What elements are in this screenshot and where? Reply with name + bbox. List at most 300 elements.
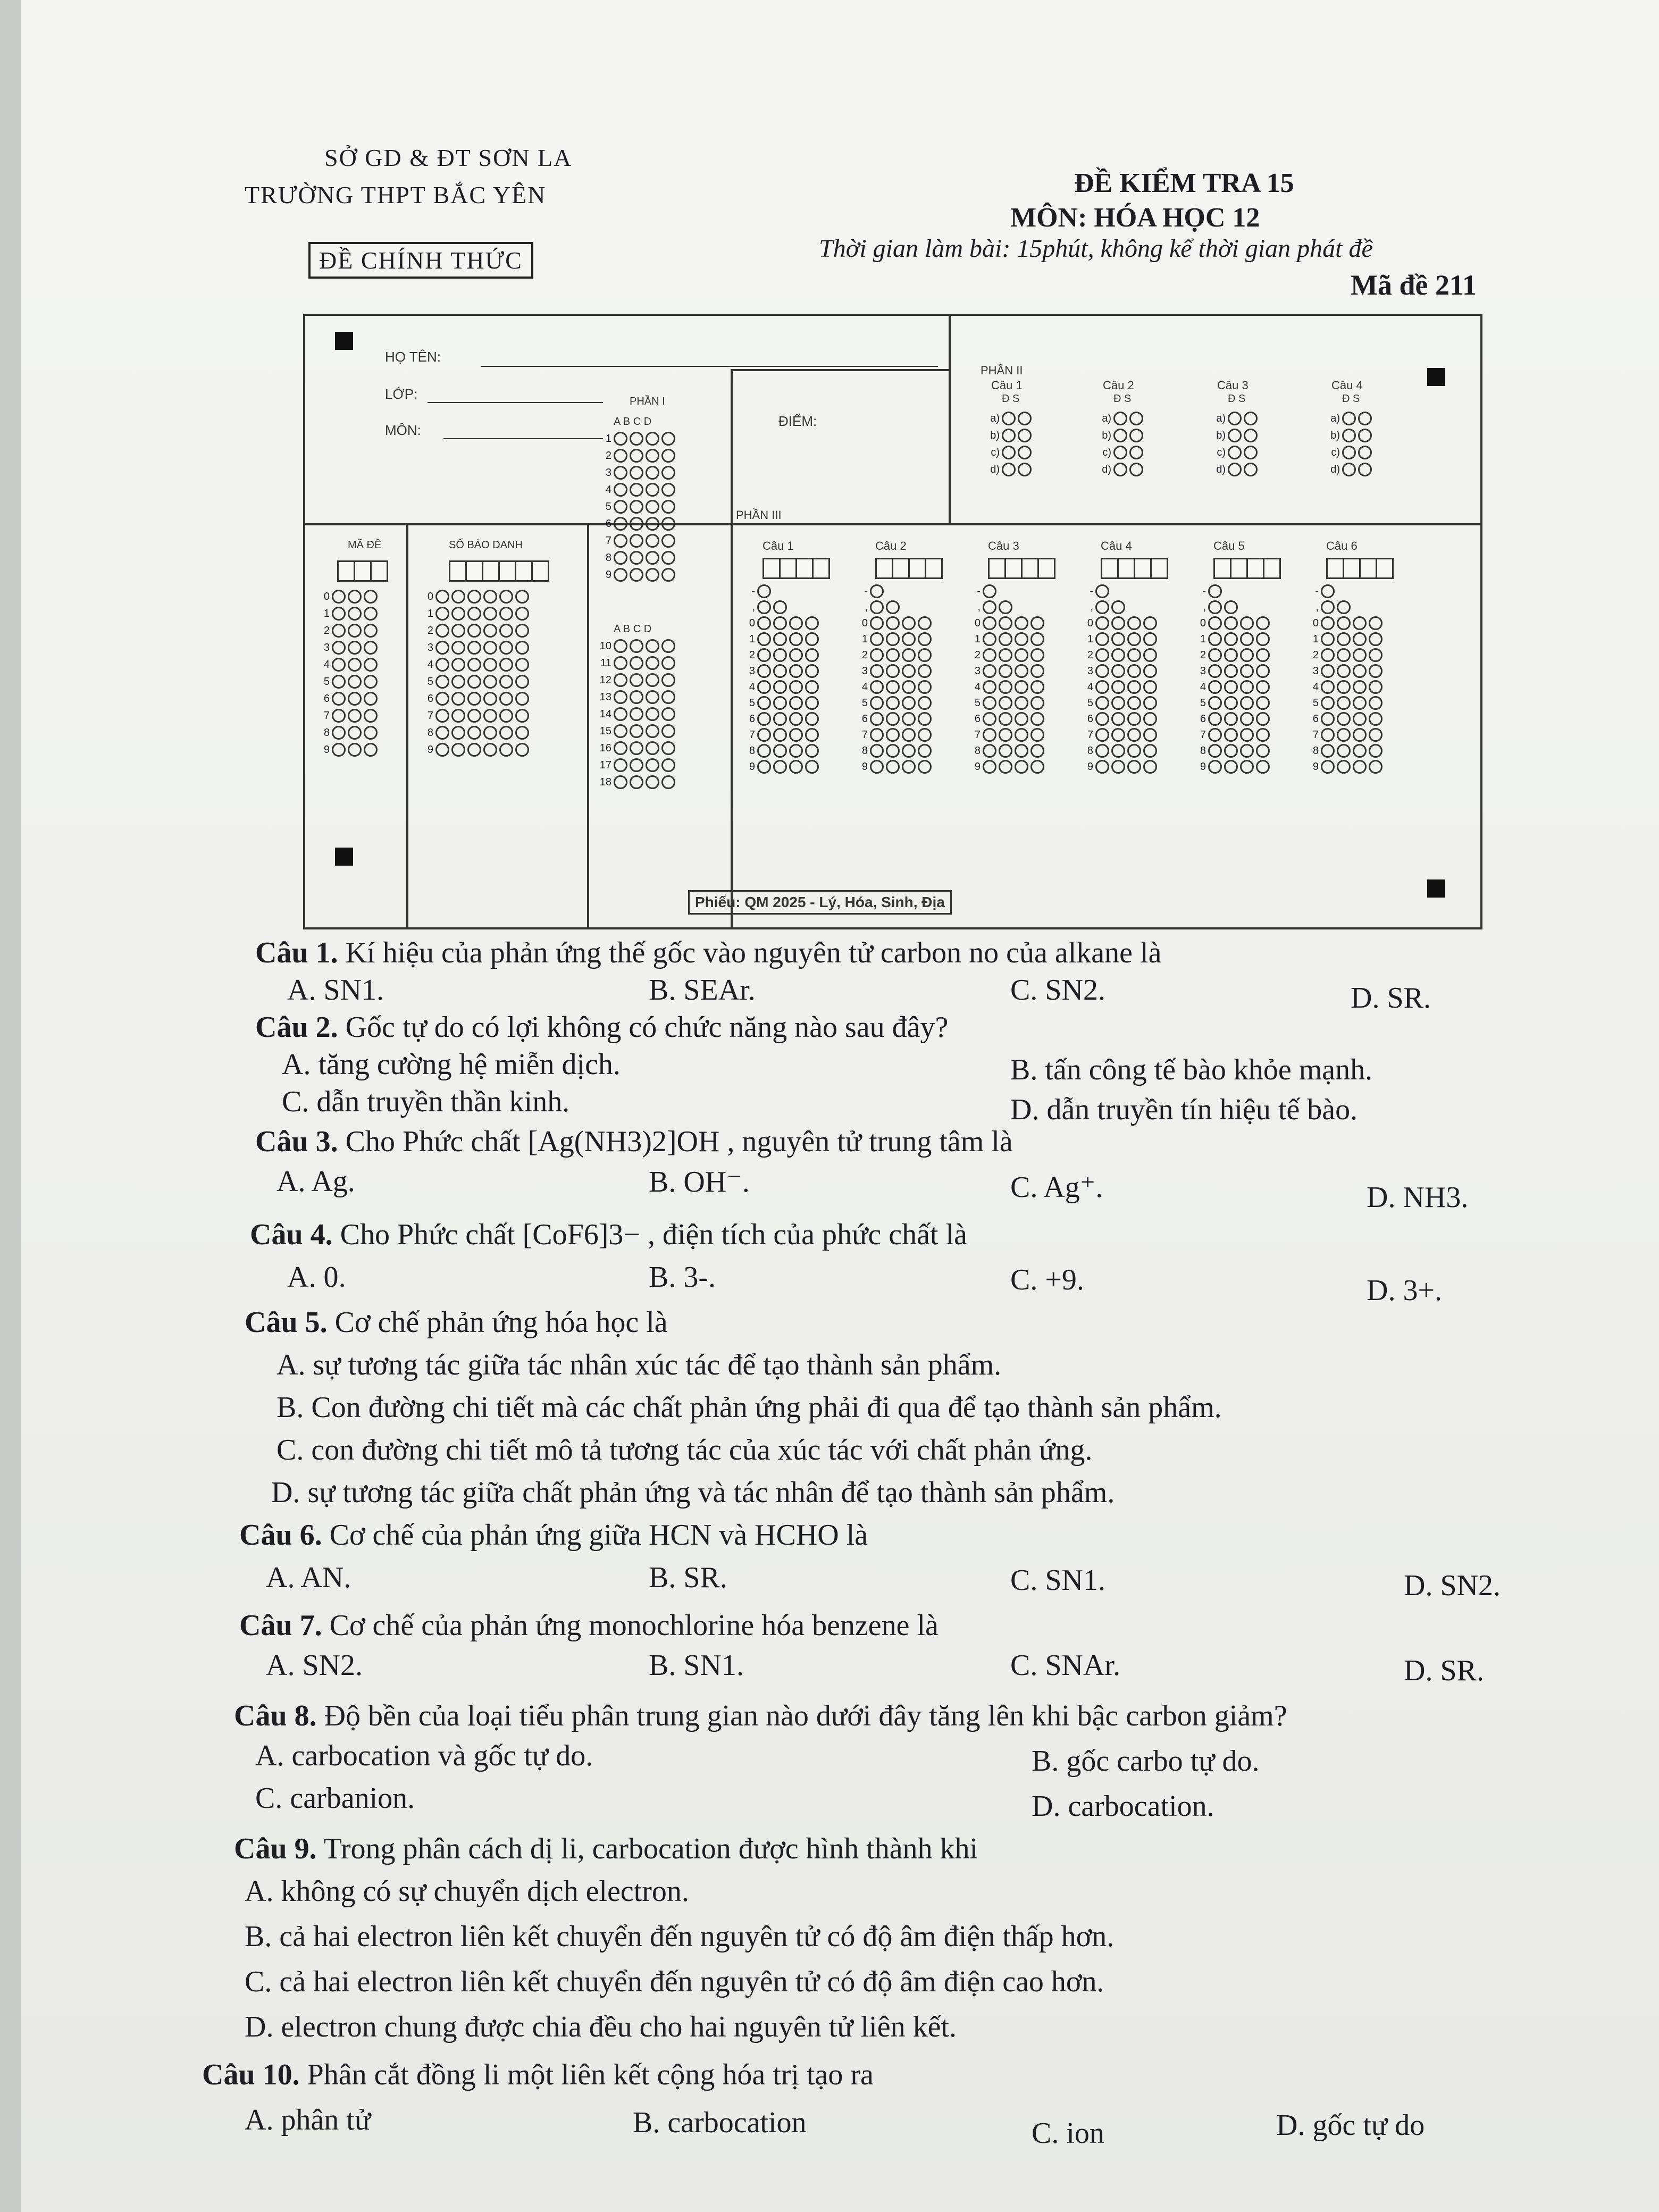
bubble-row[interactable]: 8: [967, 744, 1044, 758]
option[interactable]: D. gốc tự do: [1276, 2109, 1425, 2142]
answer-bubble[interactable]: [1030, 696, 1044, 710]
option[interactable]: A. tăng cường hệ miễn dịch.: [282, 1048, 621, 1081]
answer-bubble[interactable]: [1321, 632, 1335, 646]
answer-bubble[interactable]: [918, 728, 932, 742]
bubble-row[interactable]: 1: [316, 607, 378, 621]
answer-bubble[interactable]: [805, 648, 819, 662]
answer-bubble[interactable]: [1095, 664, 1109, 678]
part2-bubbles[interactable]: [986, 412, 1032, 476]
bubble-row[interactable]: ,: [1192, 600, 1270, 614]
answer-bubble[interactable]: [983, 648, 996, 662]
answer-bubble[interactable]: [1224, 744, 1238, 758]
bubble-row[interactable]: 9: [967, 760, 1044, 774]
answer-bubble[interactable]: [515, 641, 529, 655]
answer-bubble[interactable]: [630, 656, 643, 670]
answer-bubble[interactable]: [1224, 616, 1238, 630]
answer-bubble[interactable]: [1224, 600, 1238, 614]
bubble-row[interactable]: 0: [420, 590, 529, 604]
answer-bubble[interactable]: [364, 709, 378, 723]
answer-bubble[interactable]: [661, 775, 675, 789]
answer-bubble[interactable]: [1208, 680, 1222, 694]
answer-bubble[interactable]: [1095, 744, 1109, 758]
answer-bubble[interactable]: [1113, 429, 1127, 442]
option[interactable]: A. sự tương tác giữa tác nhân xúc tác để tạo thành sản phẩm.: [276, 1348, 1002, 1381]
answer-bubble[interactable]: [451, 743, 465, 757]
answer-bubble[interactable]: [1030, 664, 1044, 678]
answer-bubble[interactable]: [918, 712, 932, 726]
answer-bubble[interactable]: [1095, 728, 1109, 742]
bubble-row[interactable]: -: [1079, 584, 1157, 598]
answer-bubble[interactable]: [646, 639, 659, 653]
answer-bubble[interactable]: [646, 517, 659, 531]
answer-bubble[interactable]: [1002, 446, 1016, 459]
answer-bubble[interactable]: [902, 728, 916, 742]
option[interactable]: C. con đường chi tiết mô tả tương tác của xúc tác với chất phản ứng.: [276, 1434, 1093, 1467]
answer-bubble[interactable]: [999, 680, 1012, 694]
answer-bubble[interactable]: [1018, 446, 1032, 459]
answer-bubble[interactable]: [467, 641, 481, 655]
answer-bubble[interactable]: [1256, 632, 1270, 646]
answer-bubble[interactable]: [332, 658, 346, 672]
answer-bubble[interactable]: [1129, 429, 1143, 442]
answer-bubble[interactable]: [1111, 600, 1125, 614]
answer-bubble[interactable]: [1030, 680, 1044, 694]
answer-bubble[interactable]: [870, 648, 884, 662]
bubble-row[interactable]: 9: [854, 760, 932, 774]
answer-bubble[interactable]: [332, 743, 346, 757]
answer-bubble[interactable]: [983, 584, 996, 598]
answer-bubble[interactable]: [1321, 616, 1335, 630]
answer-bubble[interactable]: [1228, 463, 1242, 476]
answer-bubble[interactable]: [467, 692, 481, 706]
bubble-row[interactable]: 0: [967, 616, 1044, 630]
answer-bubble[interactable]: [1369, 680, 1382, 694]
answer-bubble[interactable]: [435, 743, 449, 757]
answer-bubble[interactable]: [646, 534, 659, 548]
answer-bubble[interactable]: [1143, 760, 1157, 774]
option[interactable]: A. AN.: [266, 1561, 351, 1594]
bubble-row[interactable]: a): [1326, 412, 1372, 425]
answer-bubble[interactable]: [918, 680, 932, 694]
bubble-row[interactable]: 2: [1079, 648, 1157, 662]
part3-bubbles[interactable]: [1305, 584, 1382, 774]
bubble-row[interactable]: d): [1212, 463, 1258, 476]
answer-bubble[interactable]: [435, 692, 449, 706]
answer-bubble[interactable]: [614, 656, 627, 670]
answer-bubble[interactable]: [1095, 616, 1109, 630]
answer-bubble[interactable]: [630, 690, 643, 704]
bubble-row[interactable]: 1: [1079, 632, 1157, 646]
answer-bubble[interactable]: [1015, 728, 1028, 742]
answer-bubble[interactable]: [1244, 463, 1258, 476]
answer-bubble[interactable]: [886, 760, 900, 774]
bubble-row[interactable]: 6: [1305, 712, 1382, 726]
answer-bubble[interactable]: [886, 648, 900, 662]
option[interactable]: C. dẫn truyền thần kinh.: [282, 1085, 570, 1118]
answer-bubble[interactable]: [886, 600, 900, 614]
answer-bubble[interactable]: [1342, 429, 1356, 442]
answer-bubble[interactable]: [773, 664, 787, 678]
answer-bubble[interactable]: [1208, 616, 1222, 630]
bubble-row[interactable]: 3: [854, 664, 932, 678]
bubble-row[interactable]: 3: [967, 664, 1044, 678]
answer-bubble[interactable]: [789, 728, 803, 742]
answer-bubble[interactable]: [1342, 463, 1356, 476]
answer-bubble[interactable]: [515, 743, 529, 757]
answer-bubble[interactable]: [1228, 446, 1242, 459]
answer-bubble[interactable]: [1111, 760, 1125, 774]
bubble-row[interactable]: 2: [854, 648, 932, 662]
answer-bubble[interactable]: [870, 664, 884, 678]
answer-bubble[interactable]: [1111, 664, 1125, 678]
answer-bubble[interactable]: [332, 675, 346, 689]
bubble-row[interactable]: 9: [316, 743, 378, 757]
bubble-row[interactable]: 8: [1305, 744, 1382, 758]
bubble-row[interactable]: 17: [598, 758, 675, 772]
option[interactable]: B. SN1.: [649, 1649, 744, 1682]
answer-bubble[interactable]: [1321, 600, 1335, 614]
option[interactable]: C. SN1.: [1010, 1564, 1105, 1597]
answer-bubble[interactable]: [614, 449, 627, 463]
bubble-row[interactable]: 9: [598, 568, 675, 582]
answer-bubble[interactable]: [1015, 712, 1028, 726]
answer-bubble[interactable]: [614, 551, 627, 565]
answer-bubble[interactable]: [757, 616, 771, 630]
answer-bubble[interactable]: [1030, 632, 1044, 646]
answer-bubble[interactable]: [467, 590, 481, 604]
part2-bubbles[interactable]: [1326, 412, 1372, 476]
bubble-row[interactable]: 2: [1305, 648, 1382, 662]
answer-bubble[interactable]: [451, 709, 465, 723]
answer-bubble[interactable]: [1353, 664, 1367, 678]
bubble-row[interactable]: ,: [967, 600, 1044, 614]
answer-bubble[interactable]: [999, 648, 1012, 662]
answer-bubble[interactable]: [1353, 680, 1367, 694]
answer-bubble[interactable]: [614, 500, 627, 514]
answer-bubble[interactable]: [1127, 664, 1141, 678]
answer-bubble[interactable]: [1256, 760, 1270, 774]
bubble-row[interactable]: 0: [741, 616, 819, 630]
answer-bubble[interactable]: [1127, 648, 1141, 662]
answer-bubble[interactable]: [789, 760, 803, 774]
answer-bubble[interactable]: [499, 675, 513, 689]
answer-bubble[interactable]: [1353, 632, 1367, 646]
answer-bubble[interactable]: [1224, 648, 1238, 662]
answer-bubble[interactable]: [918, 632, 932, 646]
answer-bubble[interactable]: [1030, 616, 1044, 630]
answer-bubble[interactable]: [1321, 584, 1335, 598]
answer-bubble[interactable]: [773, 712, 787, 726]
bubble-row[interactable]: 15: [598, 724, 675, 738]
answer-bubble[interactable]: [348, 675, 362, 689]
answer-bubble[interactable]: [435, 675, 449, 689]
answer-bubble[interactable]: [902, 712, 916, 726]
bubble-row[interactable]: 4: [854, 680, 932, 694]
answer-bubble[interactable]: [332, 624, 346, 638]
answer-bubble[interactable]: [1113, 412, 1127, 425]
answer-bubble[interactable]: [332, 692, 346, 706]
part1-bubbles-2[interactable]: [598, 639, 675, 789]
answer-bubble[interactable]: [614, 741, 627, 755]
answer-bubble[interactable]: [1337, 632, 1351, 646]
answer-bubble[interactable]: [1002, 429, 1016, 442]
bubble-row[interactable]: 7: [967, 728, 1044, 742]
answer-bubble[interactable]: [886, 728, 900, 742]
bubble-row[interactable]: 11: [598, 656, 675, 670]
answer-bubble[interactable]: [805, 632, 819, 646]
answer-bubble[interactable]: [1015, 760, 1028, 774]
answer-bubble[interactable]: [902, 744, 916, 758]
answer-bubble[interactable]: [1337, 664, 1351, 678]
answer-bubble[interactable]: [646, 673, 659, 687]
bubble-row[interactable]: b): [1212, 429, 1258, 442]
part2-bubbles[interactable]: [1212, 412, 1258, 476]
answer-bubble[interactable]: [1095, 584, 1109, 598]
bubble-row[interactable]: c): [1212, 446, 1258, 459]
answer-bubble[interactable]: [364, 641, 378, 655]
answer-bubble[interactable]: [515, 726, 529, 740]
answer-bubble[interactable]: [789, 664, 803, 678]
bubble-row[interactable]: 13: [598, 690, 675, 704]
answer-bubble[interactable]: [630, 432, 643, 446]
bubble-row[interactable]: 5: [854, 696, 932, 710]
bubble-row[interactable]: d): [1097, 463, 1143, 476]
answer-bubble[interactable]: [1342, 446, 1356, 459]
answer-bubble[interactable]: [1358, 463, 1372, 476]
answer-bubble[interactable]: [1240, 648, 1254, 662]
answer-bubble[interactable]: [999, 760, 1012, 774]
answer-bubble[interactable]: [983, 712, 996, 726]
bubble-row[interactable]: 8: [598, 551, 675, 565]
answer-bubble[interactable]: [614, 775, 627, 789]
answer-bubble[interactable]: [1321, 712, 1335, 726]
answer-bubble[interactable]: [661, 449, 675, 463]
answer-bubble[interactable]: [451, 641, 465, 655]
option[interactable]: A. carbocation và gốc tự do.: [255, 1739, 593, 1772]
answer-bubble[interactable]: [1369, 632, 1382, 646]
answer-bubble[interactable]: [1015, 648, 1028, 662]
answer-bubble[interactable]: [1224, 680, 1238, 694]
answer-bubble[interactable]: [451, 590, 465, 604]
answer-bubble[interactable]: [773, 680, 787, 694]
answer-bubble[interactable]: [515, 590, 529, 604]
bubble-row[interactable]: 7: [741, 728, 819, 742]
bubble-row[interactable]: 5: [598, 500, 675, 514]
answer-bubble[interactable]: [1337, 744, 1351, 758]
bubble-row[interactable]: 9: [420, 743, 529, 757]
bubble-row[interactable]: 6: [741, 712, 819, 726]
bubble-row[interactable]: 4: [967, 680, 1044, 694]
answer-bubble[interactable]: [646, 741, 659, 755]
answer-bubble[interactable]: [499, 590, 513, 604]
option[interactable]: C. SN2.: [1010, 974, 1105, 1007]
answer-bubble[interactable]: [1030, 648, 1044, 662]
part3-bubbles[interactable]: [1079, 584, 1157, 774]
answer-bubble[interactable]: [805, 680, 819, 694]
answer-bubble[interactable]: [1224, 664, 1238, 678]
answer-bubble[interactable]: [1353, 728, 1367, 742]
bubble-row[interactable]: 8: [1079, 744, 1157, 758]
bubble-row[interactable]: 6: [854, 712, 932, 726]
bubble-row[interactable]: 4: [420, 658, 529, 672]
answer-bubble[interactable]: [886, 632, 900, 646]
answer-bubble[interactable]: [999, 712, 1012, 726]
bubble-row[interactable]: 7: [854, 728, 932, 742]
answer-bubble[interactable]: [1369, 696, 1382, 710]
bubble-row[interactable]: ,: [1079, 600, 1157, 614]
answer-bubble[interactable]: [757, 632, 771, 646]
bubble-row[interactable]: 5: [316, 675, 378, 689]
answer-bubble[interactable]: [630, 775, 643, 789]
answer-bubble[interactable]: [789, 648, 803, 662]
answer-bubble[interactable]: [1337, 648, 1351, 662]
answer-bubble[interactable]: [1240, 664, 1254, 678]
answer-bubble[interactable]: [1369, 648, 1382, 662]
answer-bubble[interactable]: [1353, 696, 1367, 710]
answer-bubble[interactable]: [1143, 648, 1157, 662]
option[interactable]: D. electron chung được chia đều cho hai nguyên tử liên kết.: [245, 2010, 957, 2043]
option[interactable]: A. 0.: [287, 1261, 346, 1294]
answer-bubble[interactable]: [348, 658, 362, 672]
answer-bubble[interactable]: [1015, 632, 1028, 646]
bubble-row[interactable]: 18: [598, 775, 675, 789]
option[interactable]: B. carbocation: [633, 2106, 807, 2139]
answer-bubble[interactable]: [499, 692, 513, 706]
answer-bubble[interactable]: [451, 607, 465, 621]
answer-bubble[interactable]: [614, 432, 627, 446]
bubble-row[interactable]: 2: [598, 449, 675, 463]
answer-bubble[interactable]: [805, 728, 819, 742]
answer-bubble[interactable]: [870, 712, 884, 726]
answer-bubble[interactable]: [1337, 616, 1351, 630]
option[interactable]: B. gốc carbo tự do.: [1032, 1745, 1260, 1778]
answer-bubble[interactable]: [467, 607, 481, 621]
answer-bubble[interactable]: [1321, 728, 1335, 742]
option[interactable]: D. SN2.: [1404, 1569, 1501, 1602]
answer-bubble[interactable]: [1143, 744, 1157, 758]
answer-bubble[interactable]: [1095, 680, 1109, 694]
bubble-row[interactable]: 6: [598, 517, 675, 531]
sbd-bubbles[interactable]: [420, 590, 529, 757]
bubble-row[interactable]: ,: [1305, 600, 1382, 614]
bubble-row[interactable]: 4: [316, 658, 378, 672]
answer-bubble[interactable]: [1244, 412, 1258, 425]
option[interactable]: D. carbocation.: [1032, 1790, 1214, 1823]
answer-bubble[interactable]: [1224, 696, 1238, 710]
answer-bubble[interactable]: [1143, 680, 1157, 694]
answer-bubble[interactable]: [348, 607, 362, 621]
answer-bubble[interactable]: [661, 500, 675, 514]
answer-bubble[interactable]: [1240, 728, 1254, 742]
answer-bubble[interactable]: [773, 632, 787, 646]
answer-bubble[interactable]: [1240, 680, 1254, 694]
answer-bubble[interactable]: [614, 673, 627, 687]
answer-bubble[interactable]: [773, 760, 787, 774]
answer-bubble[interactable]: [1111, 680, 1125, 694]
bubble-row[interactable]: 5: [420, 675, 529, 689]
answer-bubble[interactable]: [1256, 744, 1270, 758]
answer-bubble[interactable]: [789, 696, 803, 710]
bubble-row[interactable]: 1: [1192, 632, 1270, 646]
part2-bubbles[interactable]: [1097, 412, 1143, 476]
answer-bubble[interactable]: [1143, 616, 1157, 630]
answer-bubble[interactable]: [983, 728, 996, 742]
option[interactable]: D. sự tương tác giữa chất phản ứng và tác nhân để tạo thành sản phẩm.: [271, 1476, 1115, 1509]
answer-bubble[interactable]: [661, 466, 675, 480]
answer-bubble[interactable]: [467, 675, 481, 689]
answer-bubble[interactable]: [364, 692, 378, 706]
option[interactable]: B. cả hai electron liên kết chuyển đến nguyên tử có độ âm điện thấp hơn.: [245, 1920, 1115, 1953]
answer-bubble[interactable]: [757, 648, 771, 662]
answer-bubble[interactable]: [435, 641, 449, 655]
answer-bubble[interactable]: [515, 658, 529, 672]
answer-bubble[interactable]: [348, 743, 362, 757]
answer-bubble[interactable]: [451, 692, 465, 706]
answer-bubble[interactable]: [1095, 600, 1109, 614]
bubble-row[interactable]: 0: [316, 590, 378, 604]
answer-bubble[interactable]: [1208, 760, 1222, 774]
answer-bubble[interactable]: [1129, 463, 1143, 476]
answer-bubble[interactable]: [499, 743, 513, 757]
bubble-row[interactable]: 6: [1192, 712, 1270, 726]
answer-bubble[interactable]: [630, 551, 643, 565]
answer-bubble[interactable]: [918, 648, 932, 662]
answer-bubble[interactable]: [999, 728, 1012, 742]
answer-bubble[interactable]: [1256, 680, 1270, 694]
answer-bubble[interactable]: [886, 664, 900, 678]
answer-bubble[interactable]: [1321, 696, 1335, 710]
bubble-row[interactable]: 3: [741, 664, 819, 678]
option[interactable]: C. Ag⁺.: [1010, 1171, 1103, 1204]
answer-bubble[interactable]: [870, 616, 884, 630]
answer-bubble[interactable]: [789, 680, 803, 694]
option[interactable]: C. SNAr.: [1010, 1649, 1120, 1682]
bubble-row[interactable]: 3: [1305, 664, 1382, 678]
answer-bubble[interactable]: [483, 743, 497, 757]
answer-bubble[interactable]: [1127, 760, 1141, 774]
bubble-row[interactable]: a): [1212, 412, 1258, 425]
answer-bubble[interactable]: [630, 758, 643, 772]
answer-bubble[interactable]: [1256, 712, 1270, 726]
answer-bubble[interactable]: [499, 658, 513, 672]
bubble-row[interactable]: 7: [316, 709, 378, 723]
bubble-row[interactable]: 8: [316, 726, 378, 740]
bubble-row[interactable]: 5: [1305, 696, 1382, 710]
answer-bubble[interactable]: [1337, 760, 1351, 774]
answer-bubble[interactable]: [1256, 696, 1270, 710]
answer-bubble[interactable]: [1224, 760, 1238, 774]
answer-bubble[interactable]: [1127, 616, 1141, 630]
answer-bubble[interactable]: [630, 483, 643, 497]
answer-bubble[interactable]: [1369, 616, 1382, 630]
answer-bubble[interactable]: [1240, 744, 1254, 758]
answer-bubble[interactable]: [1113, 463, 1127, 476]
answer-bubble[interactable]: [902, 696, 916, 710]
answer-bubble[interactable]: [483, 624, 497, 638]
answer-bubble[interactable]: [332, 590, 346, 604]
answer-bubble[interactable]: [467, 743, 481, 757]
answer-bubble[interactable]: [1127, 632, 1141, 646]
bubble-row[interactable]: 2: [420, 624, 529, 638]
answer-bubble[interactable]: [483, 692, 497, 706]
answer-bubble[interactable]: [451, 658, 465, 672]
bubble-row[interactable]: 4: [1192, 680, 1270, 694]
answer-bubble[interactable]: [902, 616, 916, 630]
bubble-row[interactable]: 0: [854, 616, 932, 630]
answer-bubble[interactable]: [364, 624, 378, 638]
answer-bubble[interactable]: [999, 664, 1012, 678]
bubble-row[interactable]: 8: [854, 744, 932, 758]
